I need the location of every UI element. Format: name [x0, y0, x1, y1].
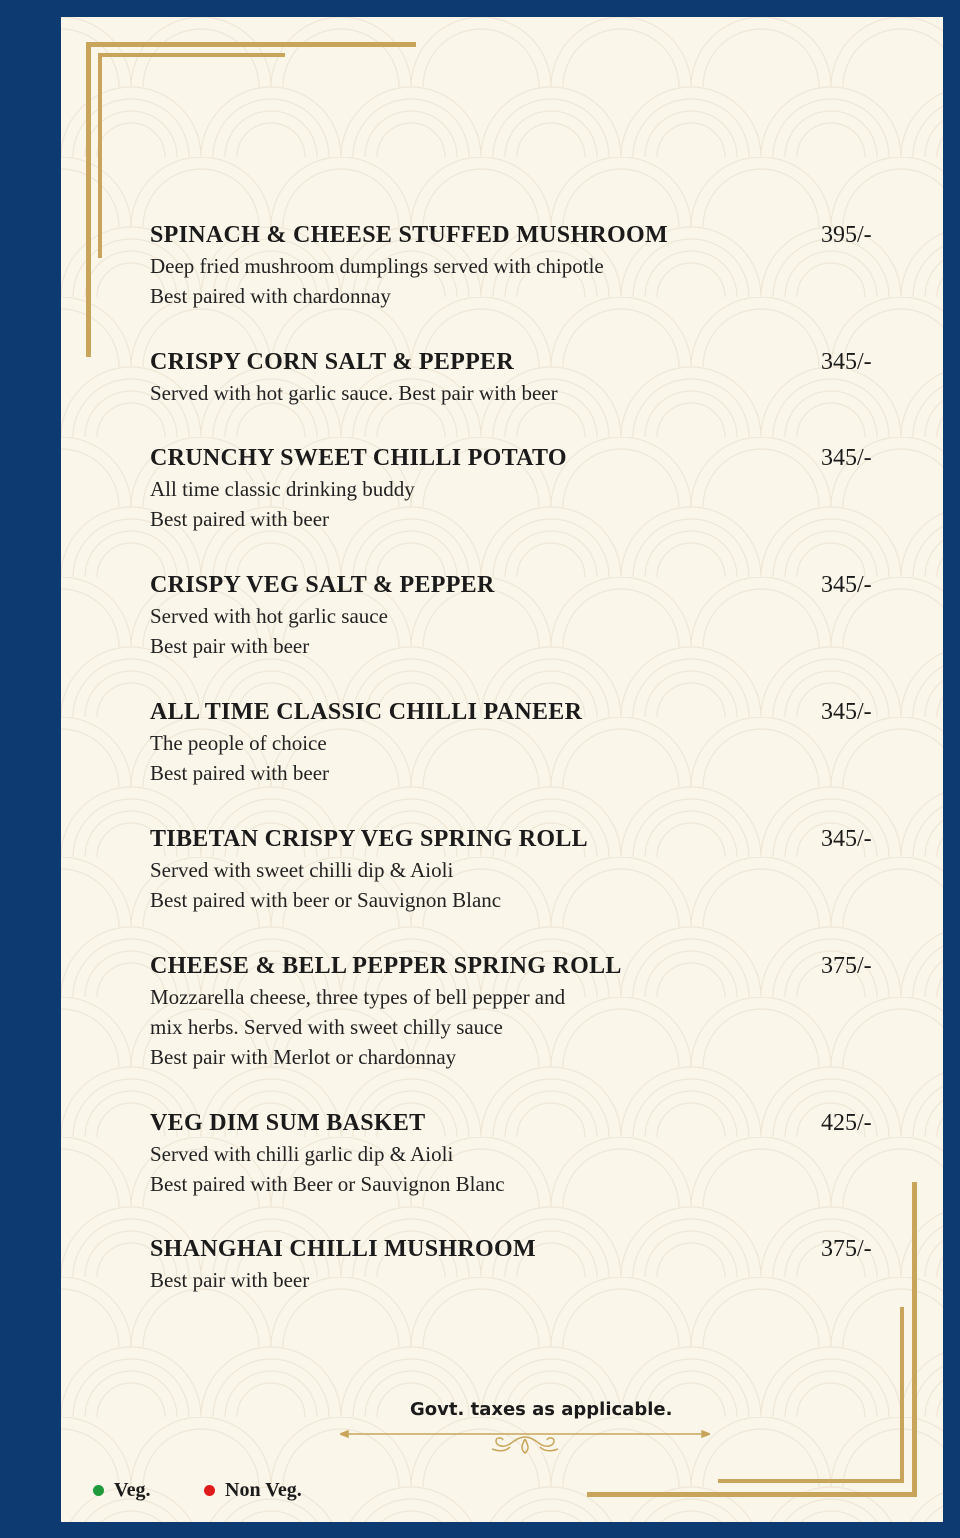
item-description: All time classic drinking buddy — [150, 477, 415, 501]
item-name: VEG DIM SUM BASKET — [150, 1110, 426, 1136]
item-description: Best paired with beer — [150, 507, 330, 531]
frame-bottom-right-horizontal-outer — [587, 1492, 917, 1497]
frame-bottom-right-vertical-outer — [912, 1182, 917, 1497]
item-description: The people of choice — [150, 731, 327, 755]
frame-bottom-right-vertical-inner — [900, 1307, 904, 1482]
frame-bottom-right-horizontal-inner — [718, 1479, 904, 1483]
item-description: Served with hot garlic sauce — [150, 604, 388, 628]
item-name: SPINACH & CHEESE STUFFED MUSHROOM — [150, 222, 668, 248]
item-price: 375/- — [821, 1236, 872, 1262]
item-price: 375/- — [821, 953, 872, 979]
item-name: CHEESE & BELL PEPPER SPRING ROLL — [150, 953, 622, 979]
item-price: 395/- — [821, 222, 872, 248]
item-description: mix herbs. Served with sweet chilly sauce — [150, 1015, 503, 1039]
item-name: ALL TIME CLASSIC CHILLI PANEER — [150, 699, 583, 725]
item-description: Served with hot garlic sauce. Best pair with beer — [150, 381, 558, 405]
item-price: 345/- — [821, 826, 872, 852]
menu-item — [150, 442, 890, 534]
item-description: Served with sweet chilli dip & Aioli — [150, 858, 454, 882]
frame-top-left-horizontal-inner — [98, 53, 285, 57]
nonveg-dot-icon — [204, 1485, 215, 1496]
item-description: Served with chilli garlic dip & Aioli — [150, 1142, 454, 1166]
menu-item — [150, 823, 890, 915]
frame-top-left-vertical-outer — [86, 42, 91, 357]
item-description: Best paired with beer — [150, 761, 330, 785]
item-description: Best paired with chardonnay — [150, 284, 391, 308]
item-price: 345/- — [821, 445, 872, 471]
menu-item — [150, 219, 890, 311]
item-description: Mozzarella cheese, three types of bell pepper and — [150, 985, 566, 1009]
item-description: Deep fried mushroom dumplings served with chipotle — [150, 254, 604, 278]
legend-veg-label: Veg. — [114, 1479, 151, 1501]
menu-item — [150, 569, 890, 661]
ornament-divider — [340, 1425, 710, 1461]
item-description: Best pair with beer — [150, 1268, 310, 1292]
item-description: Best paired with Beer or Sauvignon Blanc — [150, 1172, 505, 1196]
item-description: Best pair with Merlot or chardonnay — [150, 1045, 457, 1069]
taxes-note: Govt. taxes as applicable. — [410, 1399, 673, 1420]
menu-item — [150, 696, 890, 788]
item-name: SHANGHAI CHILLI MUSHROOM — [150, 1236, 536, 1262]
item-price: 345/- — [821, 349, 872, 375]
item-description: Best paired with beer or Sauvignon Blanc — [150, 888, 502, 912]
legend-nonveg — [204, 1479, 302, 1502]
frame-top-left-vertical-inner — [98, 53, 102, 258]
menu-item — [150, 346, 890, 408]
menu-item — [150, 1233, 890, 1295]
item-price: 345/- — [821, 699, 872, 725]
item-name: TIBETAN CRISPY VEG SPRING ROLL — [150, 826, 588, 852]
item-price: 345/- — [821, 572, 872, 598]
item-name: CRISPY VEG SALT & PEPPER — [150, 572, 495, 598]
menu-item — [150, 950, 890, 1072]
frame-top-left-horizontal-outer — [86, 42, 416, 47]
item-description: Best pair with beer — [150, 634, 310, 658]
legend-nonveg-label: Non Veg. — [225, 1479, 302, 1501]
item-name: CRISPY CORN SALT & PEPPER — [150, 349, 514, 375]
item-name: CRUNCHY SWEET CHILLI POTATO — [150, 445, 567, 471]
legend-veg — [93, 1479, 150, 1502]
menu-item — [150, 1107, 890, 1199]
veg-dot-icon — [93, 1485, 104, 1496]
item-price: 425/- — [821, 1110, 872, 1136]
menu-page — [61, 17, 943, 1522]
